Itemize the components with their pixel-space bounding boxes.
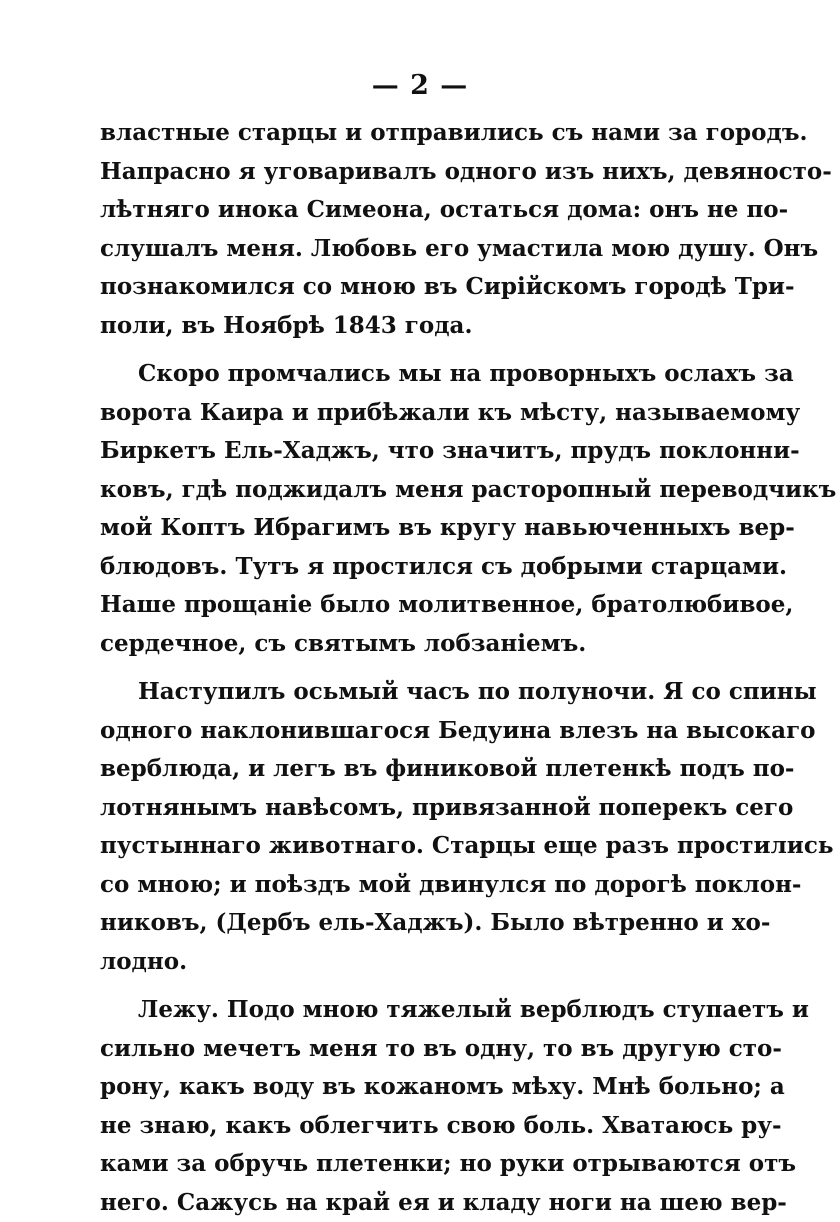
text-line: никовъ, (Дербъ ель-Хаджъ). Было вѣтренно и хо- [100,904,700,943]
text-line: познакомился со мною въ Сирійскомъ городѣ Три- [100,268,700,307]
text-line: властные старцы и отправились съ нами за городъ. [100,114,700,153]
paragraph [100,114,700,345]
text-line: ками за обручь плетенки; но руки отрываются отъ [100,1145,700,1184]
text-line: рону, какъ воду въ кожаномъ мѣху. Мнѣ больно; а [100,1068,700,1107]
text-line: слушалъ меня. Любовь его умастила мою душу. Онъ [100,230,700,269]
text-line: сильно мечетъ меня то въ одну, то въ другую сто- [100,1030,700,1069]
paragraph-gap [100,981,700,991]
paragraph-gap [100,345,700,355]
text-line: Напрасно я уговаривалъ одного изъ нихъ, девяносто- [100,153,700,192]
text-line: ворота Каира и прибѣжали къ мѣсту, называемому [100,394,700,433]
text-line: ковъ, гдѣ поджидалъ меня расторопный переводчикъ [100,471,700,510]
paragraph [100,991,700,1222]
text-line: сердечное, съ святымъ лобзаніемъ. [100,625,700,664]
text-line: верблюда, и легъ въ финиковой плетенкѣ подъ по- [100,750,700,789]
text-line: одного наклонившагося Бедуина влезъ на высокаго [100,712,700,751]
text-line: Скоро промчались мы на проворныхъ ослахъ за [100,355,700,394]
text-line: Наше прощаніе было молитвенное, братолюбивое, [100,586,700,625]
paragraph-gap [100,663,700,673]
paragraph [100,673,700,981]
paragraph [100,355,700,663]
body-text [100,114,700,1222]
text-line: мой Коптъ Ибрагимъ въ кругу навьюченныхъ вер- [100,509,700,548]
text-line: лотнянымъ навѣсомъ, привязанной поперекъ сего [100,789,700,828]
text-line: лѣтняго инока Симеона, остаться дома: онъ не по- [100,191,700,230]
text-line: него. Сажусь на край ея и кладу ноги на шею вер- [100,1184,700,1222]
text-line: Биркетъ Ель-Хаджъ, что значитъ, прудъ поклонни- [100,432,700,471]
text-line: блюдовъ. Тутъ я простился съ добрыми старцами. [100,548,700,587]
text-line: Лежу. Подо мною тяжелый верблюдъ ступаетъ и [100,991,700,1030]
page-number: — 2 — [0,70,840,101]
text-line: не знаю, какъ облегчить свою боль. Хватаюсь ру- [100,1107,700,1146]
text-line: поли, въ Ноябрѣ 1843 года. [100,307,700,346]
text-line: пустыннаго животнаго. Старцы еще разъ простились [100,827,700,866]
text-line: Наступилъ осьмый часъ по полуночи. Я со спины [100,673,700,712]
text-line: лодно. [100,943,700,982]
text-line: со мною; и поѣздъ мой двинулся по дорогѣ поклон- [100,866,700,905]
